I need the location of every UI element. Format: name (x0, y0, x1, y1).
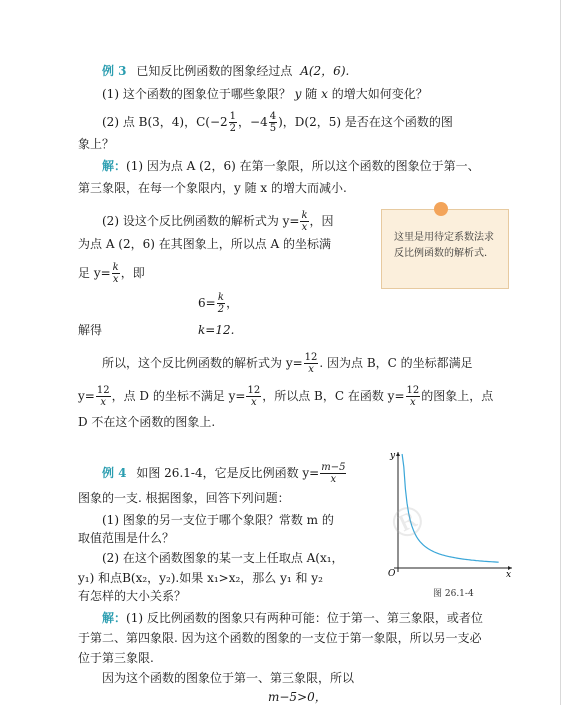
q2-text-b: ，D(2，5) 是否在这个函数的图 (282, 115, 453, 129)
q2-c-frac1-den: 2 (229, 123, 237, 134)
conc-frac2-num: 12 (96, 385, 110, 396)
q1-var-x: x (321, 87, 328, 101)
example4-q1-line1: (1) 图象的另一支位于哪个象限？常数 m 的 (102, 513, 334, 527)
twelve-over-x-frac1 (304, 352, 319, 375)
ex4-frac-num: m−5 (321, 462, 346, 473)
example4-sol-line2: 于第二、第四象限. 因为这个函数的图象的一支位于第一象限，所以另一支必 (78, 631, 482, 645)
conc-frac2-den: x (100, 397, 107, 408)
conc2-d: 的图象上，点 (421, 389, 494, 403)
conc-frac4-num: 12 (406, 385, 420, 396)
conc-frac1-den: x (308, 364, 314, 375)
ex4-frac-den: x (330, 474, 337, 485)
example3-sol2-line2: 为点 A (2，6) 在其图象上，所以点 A 的坐标满 (78, 237, 332, 251)
k-over-2-frac (217, 292, 225, 315)
sol1-line1-text: (1) 因为点 A (2，6) 在第一象限，所以这个函数的图象位于第一、 (126, 159, 480, 173)
example4-sol-line3: 位于第三象限. (78, 651, 154, 665)
q2-c-frac2-num: 4 (269, 111, 277, 122)
sol2-line3-b: ，即 (120, 266, 145, 280)
twelve-over-x-frac2 (96, 385, 111, 408)
k-over-x-frac2 (112, 262, 120, 285)
conc-frac3-den: x (251, 397, 257, 408)
q1-text-b: 随 (305, 87, 318, 101)
example4-q2-line1: (2) 在这个函数图象的某一支上任取点 A(x₁， (102, 551, 344, 565)
sol2-line1-b: ，因 (309, 214, 334, 228)
example3-header (102, 63, 349, 79)
q2-c-mid: ，−4 (238, 115, 268, 129)
sol2-line1-a: (2) 设这个反比例函数的解析式为 y= (102, 214, 300, 228)
q2-c-frac1 (229, 111, 237, 134)
conclusion-line1 (102, 352, 473, 375)
example3-intro: 已知反比例函数的图象经过点 (136, 64, 293, 78)
conc-frac4-den: x (410, 397, 416, 408)
eq1-num: k (217, 292, 224, 303)
conc2-b: ，点 D 的坐标不满足 y= (111, 389, 246, 403)
y-axis-label: y (390, 451, 396, 461)
example4-line2: 图象的一支. 根据图象，回答下列问题： (78, 491, 290, 505)
q1-var-y: y (294, 87, 302, 101)
q2-c-close: ) (278, 115, 283, 129)
example4-sol-eq: m−5>0， (268, 690, 327, 704)
q2-c-frac2-den: 5 (269, 123, 277, 134)
q1-text-a: (1) 这个函数的图象位于哪些象限？ (102, 87, 291, 101)
example4-header (102, 462, 347, 485)
eq1-right: ， (226, 296, 239, 310)
y-axis-arrow-icon (396, 452, 400, 456)
example3-sol2-line3 (78, 262, 145, 285)
solve-label: 解得 (78, 323, 103, 337)
q2-c-open: (−2 (205, 115, 228, 129)
pin-icon (434, 202, 448, 216)
side-note (381, 209, 509, 289)
x-axis-label: x (506, 570, 512, 578)
conc2-c: ，所以点 B，C 在函数 y= (262, 389, 405, 403)
example4-solution-label: 解： (102, 611, 127, 625)
q2-text-a: (2) 点 B(3，4)，C (102, 115, 206, 129)
conclusion-line3: D 不在这个函数的图象上. (78, 415, 216, 429)
m-minus-5-over-x-frac (320, 462, 346, 485)
example3-label: 例 3 (102, 64, 127, 78)
example4-sol-line4: 因为这个函数的图象位于第一、第三象限，所以 (102, 671, 355, 685)
sol2-line3-a: 足 y= (78, 266, 111, 280)
ex4-sol1-line1-text: (1) 反比例函数的图象只有两种可能：位于第一、第三象限，或者位 (126, 611, 483, 625)
eq1-den: 2 (217, 304, 225, 315)
k-over-x-frac1 (300, 210, 308, 233)
conc-frac3-num: 12 (247, 385, 261, 396)
example4-intro: 如图 26.1-4，它是反比例函数 y= (136, 466, 320, 480)
conclusion-line2 (78, 385, 493, 408)
example3-question2-line2: 象上？ (78, 137, 115, 151)
example3-solution-line1 (102, 158, 480, 174)
example4-sol-line1 (102, 610, 483, 626)
example3-sol2-line1 (102, 210, 334, 233)
equation-k-eq-12: k=12. (198, 323, 235, 337)
example3-solution-line2: 第三象限，在每一个象限内，y 随 x 的增大而减小. (78, 181, 347, 195)
frac1-num: k (301, 210, 308, 221)
example4-q1-line2: 取值范围是什么？ (78, 531, 175, 545)
example4-q2-line3: 有怎样的大小关系？ (78, 589, 187, 603)
conc2-a: y= (78, 389, 95, 403)
example4-label: 例 4 (102, 466, 127, 480)
conc1-b: . 因为点 B，C 的坐标都满足 (319, 356, 473, 370)
watermark-mark: ® (380, 493, 436, 553)
frac1-den: x (301, 222, 308, 233)
twelve-over-x-frac4 (406, 385, 421, 408)
side-note-text: 这里是用待定系数法求反比例函数的解析式. (394, 232, 494, 259)
twelve-over-x-frac3 (246, 385, 261, 408)
q1-text-c: 的增大如何变化？ (331, 87, 428, 101)
frac2-num: k (112, 262, 119, 273)
figure-caption: 图 26.1-4 (433, 589, 474, 599)
q2-c-frac1-num: 1 (229, 111, 237, 122)
origin-label: O (388, 569, 396, 578)
frac2-den: x (112, 274, 119, 285)
conc-frac1-num: 12 (304, 352, 318, 363)
example3-question2 (102, 111, 453, 134)
q2-c-frac2 (269, 111, 277, 134)
conc1-a: 所以，这个反比例函数的解析式为 y= (102, 356, 303, 370)
example3-question1 (102, 86, 428, 102)
solution-label: 解： (102, 159, 127, 173)
example4-q2-line2: y₁) 和点B(x₂，y₂).如果 x₁>x₂，那么 y₁ 和 y₂ (78, 571, 323, 585)
example3-point-a: A(2，6). (300, 64, 350, 78)
equation-6-eq-k-over-2 (198, 292, 238, 315)
eq1-left: 6= (198, 296, 216, 310)
